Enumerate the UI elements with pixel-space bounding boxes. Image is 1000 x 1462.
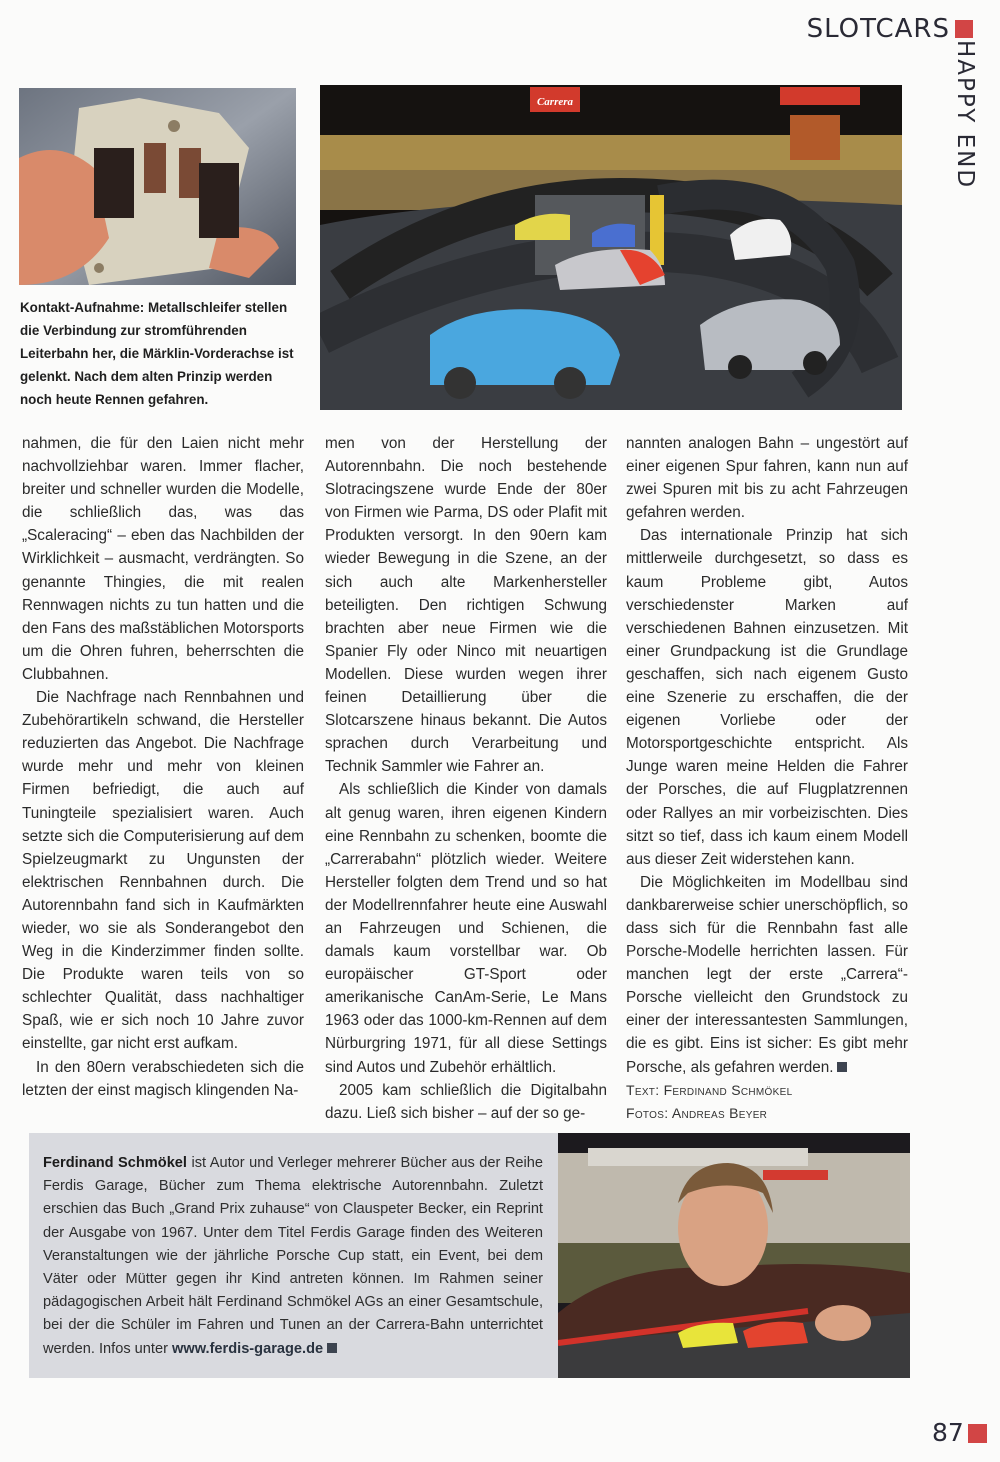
article-paragraph: Als schließlich die Kinder von damals alt genug waren, ihren eigenen Kindern eine Rennbahn zu schenken, boomte die „Carrerabahn“ plötzlich wieder. Weitere Hersteller folgten dem Trend und so hat der Modellrennfahrer heute eine Auswahl an Fahrzeugen und Schienen, die damals kaum vorstellbar war. Ob europäischer GT-Sport oder amerikanische CanAm-Serie, Le Mans 1963 oder das 1000-km-Rennen auf dem Nürburgring 1971, für all diese Settings sind Autos und Zubehör erhältlich. (325, 781, 607, 1076)
article-column-1 (22, 432, 304, 1102)
article-paragraph: Die Nachfrage nach Rennbahnen und Zubehörartikeln schwand, die Hersteller reduzierten das Angebot. Die Nachfrage wurde mehr und mehr von kleinen Firmen befriedigt, die auch auf Tuningteile spezialisiert waren. Auch setzte sich die Computerisierung auf dem Spielzeugmarkt zu Ungunsten der elektrischen Rennbahnen durch. Die Autorennbahn fand sich in Kaufmärkten wieder, wo sie als Sonderangebot den Weg in die Kinderzimmer finden sollte. Die Produkte waren teils von so schlechter Qualität, dass nachhaltiger Spaß, wie er sich noch 10 Jahre zuvor einstellte, gar nicht erst aufkam. (22, 689, 304, 1053)
article-column-3 (626, 432, 908, 1125)
carrera-sign-text: Carrera (536, 96, 574, 108)
photo-credit: Fotos: Andreas Beyer (626, 1104, 768, 1121)
end-of-bio-mark (327, 1343, 337, 1353)
section-subtitle: HAPPY END (952, 40, 978, 190)
contact-photo (19, 88, 296, 285)
text-credit: Text: Ferdinand Schmökel (626, 1081, 793, 1098)
article-last-paragraph (626, 871, 908, 1079)
author-bio-text: ist Autor und Verleger mehrerer Bücher aus der Reihe Ferdis Garage, Bücher zum Thema elektrische Autorennbahn. Zuletzt erschien das Buch „Grand Prix zuhause“ von Clauspeter Becker, ein Reprint der Ausgabe von 1967. Unter dem Titel Ferdis Garage finden des Weiteren Veranstaltungen wie der jährliche Porsche Cup statt, ein Event, bei dem Väter oder Mütter gegen ihr Kind antreten können. Im Rahmen seiner pädagogischen Arbeit hält Ferdinand Schmökel AGs an einer Gesamtschule, bei der die Schüler im Fahren und Tunen an der Carrera-Bahn unterrichtet werden. Infos unter (43, 1155, 543, 1357)
racetrack-photo (320, 85, 902, 410)
article-paragraph: 2005 kam schließlich die Digitalbahn dazu. Ließ sich bisher – auf der so ge- (325, 1081, 607, 1122)
article-column-2 (325, 432, 607, 1125)
article-paragraph: In den 80ern verabschiedeten sich die letzten der einst magisch klingenden Na- (22, 1058, 304, 1099)
article-paragraph: men von der Herstellung der Autorennbahn. Die noch bestehende Slotracingszene wurde Ende der 80er von Firmen wie Parma, DS oder Plafit mit Produkten versorgt. In den 90ern kam wieder Bewegung in die Szene, an der sich auch alte Markenhersteller beteiligten. Den richtigen Schwung brachten aber neue Firmen wie die Spanier Fly oder Ninco mit neuartigen Modellen. Diese wurden wegen ihrer feinen Detaillierung über die Slotcarszene hinaus bekannt. Die Autos sprachen durch Verarbeitung und Technik Sammler wie Fahrer an. (325, 435, 607, 776)
article-paragraph: nannten analogen Bahn – ungestört auf einer eigenen Spur fahren, kann nun auf zwei Spuren mit bis zu acht Fahrzeugen gefahren werden. (626, 435, 908, 522)
article-paragraph: Das internationale Prinzip hat sich mittlerweile durchgesetzt, so dass es kaum Probleme gibt, Autos verschiedenster Marken auf verschiedenen Bahnen einzusetzen. Mit einer Grundpackung ist die Grundlage geschaffen, sich nach eigenem Gusto eine Szenerie zu erschaffen, die der eigenen Vorliebe oder der Motorsportgeschichte entspricht. Als Junge waren meine Helden die Fahrer der Porsches, die auf Flugplatzrennen oder Rallyes an mir vorbeizischten. Dies sitzt so tief, dass ich kaum einem Modell aus dieser Zeit widerstehen kann. (626, 527, 908, 868)
photo-caption: Kontakt-Aufnahme: Metallschleifer stellen die Verbindung zur stromführenden Leiterbahn her, die Märklin-Vorderachse ist gelenkt. Nach dem alten Prinzip werden noch heute Rennen gefahren. (20, 300, 294, 407)
author-bio (43, 1152, 543, 1361)
page-marker-square (968, 1424, 987, 1443)
author-photo (558, 1133, 910, 1378)
website-link[interactable]: www.ferdis-garage.de (172, 1340, 324, 1357)
author-name: Ferdinand Schmökel (43, 1155, 187, 1171)
article-paragraph-text: Die Möglichkeiten im Modellbau sind dankbarerweise schier unerschöpflich, so dass sich für die Rennbahn fast alle Porsche-Modelle herrichten lassen. Für manchen legt der erste „Carrera“-Porsche vielleicht den Grundstock zu einer der interessantesten Sammlungen, die es gibt. Eins ist sicher: Es gibt mehr Porsche, als gefahren werden. (626, 873, 908, 1076)
section-title: SLOTCARS (806, 14, 950, 44)
section-marker-square (955, 20, 973, 38)
end-of-article-mark (837, 1062, 847, 1072)
page-number: 87 (932, 1418, 964, 1447)
article-paragraph: nahmen, die für den Laien nicht mehr nachvollziehbar waren. Immer flacher, breiter und schneller wurden die Modelle, die schließlich das, was das „Scaleracing“ – eben das Nachbilden der Wirklichkeit – ausmacht, verdrängten. So genannte Thingies, die mit realen Rennwagen nichts zu tun hatten und die den Fans des maßstäblichen Motorsports um die Ohren fuhren, beherrschten die Clubbahnen. (22, 435, 304, 683)
